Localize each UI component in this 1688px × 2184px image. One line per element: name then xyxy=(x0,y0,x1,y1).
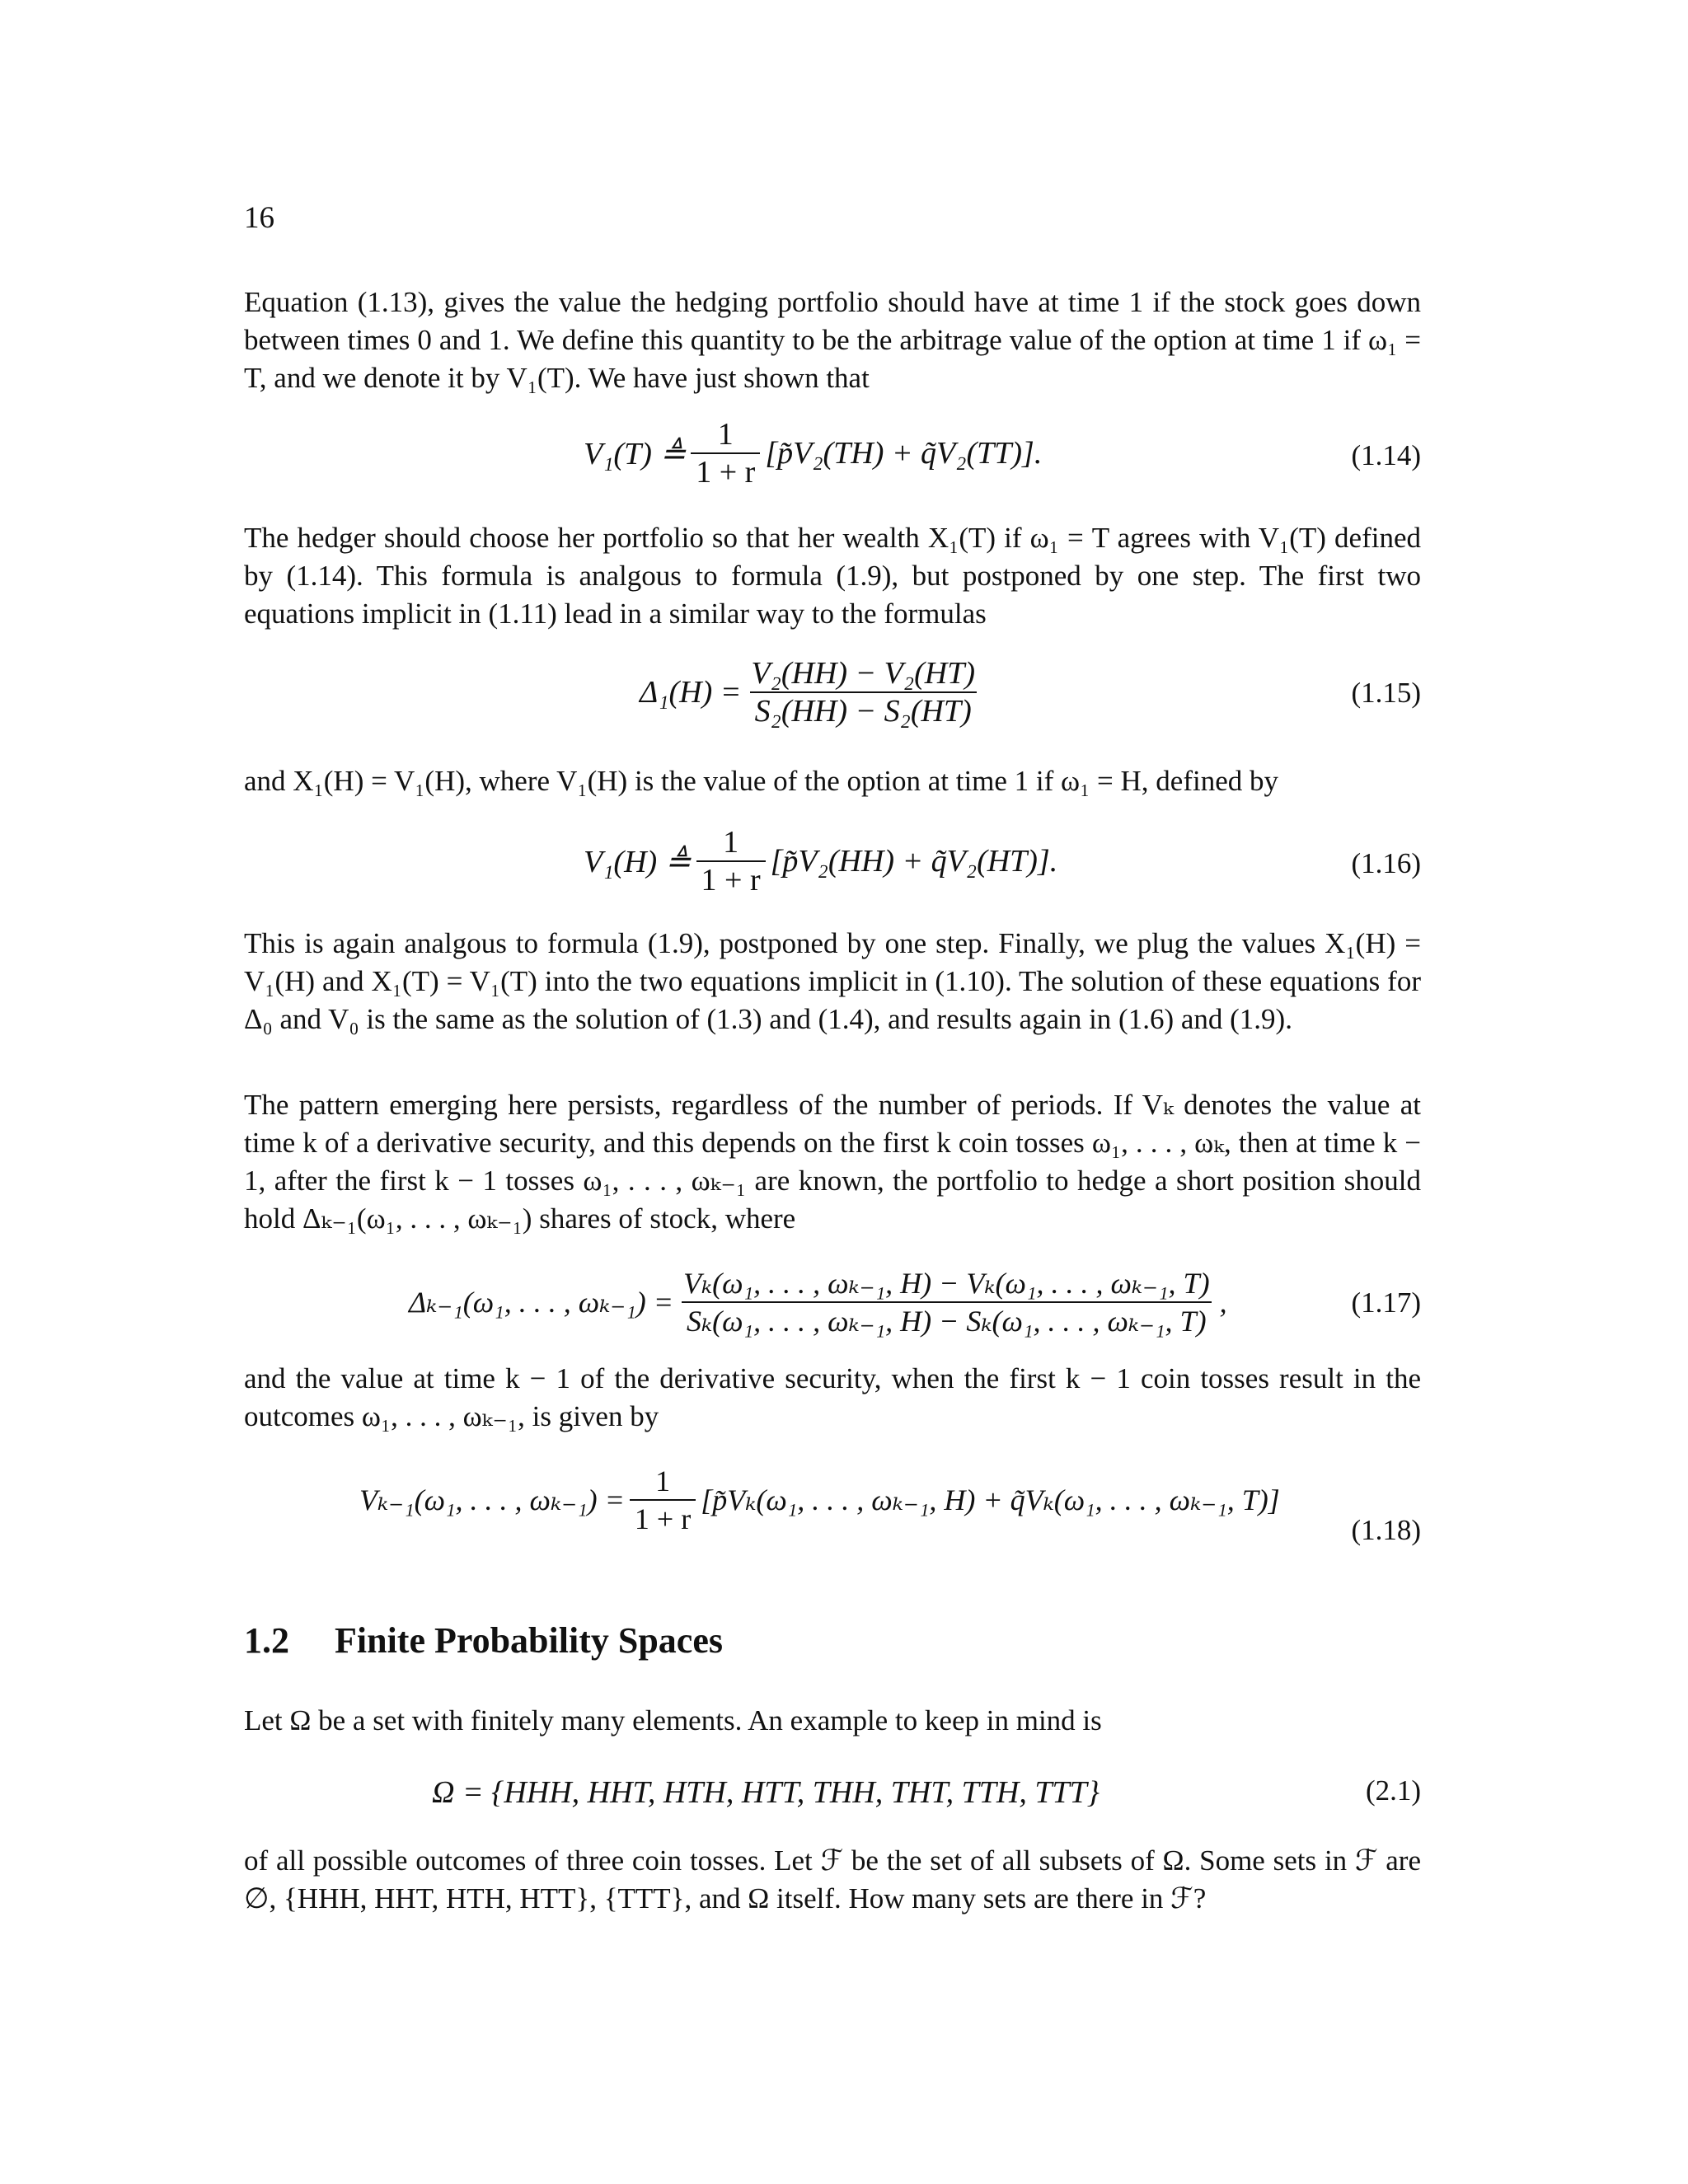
eq-numerator: Vₖ(ω₁, . . . , ωₖ₋₁, H) − Vₖ(ω₁, . . . , ωₖ₋₁, T) xyxy=(683,1267,1210,1300)
eq-fraction xyxy=(696,824,766,898)
paragraph-1-text: Equation (1.13), gives the value the hedging portfolio should have at time 1 if the stock goes down between times 0 and 1. We define this quantity to be the arbitrage value of the option at time 1 if ω₁ = T, and we denote it by V₁(T). We have just shown that xyxy=(244,286,1421,394)
equation-1-15 xyxy=(244,655,1421,754)
eq-denominator: 1 + r xyxy=(691,452,760,490)
page-number: 16 xyxy=(244,201,274,235)
equation-number: (1.16) xyxy=(1351,847,1421,879)
equation-number: (1.14) xyxy=(1351,439,1421,471)
eq-lhs: V₁(T) ≜ xyxy=(584,436,687,471)
section-number: 1.2 xyxy=(244,1620,289,1661)
eq-denominator: 1 + r xyxy=(630,1499,696,1537)
eq-denominator: 1 + r xyxy=(696,860,766,898)
section-title: Finite Probability Spaces xyxy=(335,1620,723,1661)
eq-rhs: , xyxy=(1219,1286,1227,1319)
paragraph-3 xyxy=(244,762,1421,800)
eq-lhs: Δ₁(H) = xyxy=(640,675,742,710)
equation-1-16 xyxy=(244,824,1421,923)
equation-1-17 xyxy=(244,1265,1421,1364)
paragraph-4-text: This is again analgous to formula (1.9), postponed by one step. Finally, we plug the values X₁(H) = V₁(H) and X₁(T) = V₁(T) into the two equations implicit in (1.10). The solution of these equations for Δ₀ and V₀ is the same as the solution of (1.3) and (1.4), and results again in (1.6) and (1.9). xyxy=(244,927,1421,1035)
paragraph-5-text: The pattern emerging here persists, regardless of the number of periods. If Vₖ denotes the value at time k of a derivative security, and this depends on the first k coin tosses ω₁, . . . , ωₖ, then at time k − 1, after the first k − 1 tosses ω₁, . . . , ωₖ₋₁ are known, the portfolio to hedge a short position should hold Δₖ₋₁(ω₁, . . . , ωₖ₋₁) shares of stock, where xyxy=(244,1089,1421,1235)
eq-numerator: V₂(HH) − V₂(HT) xyxy=(751,656,975,691)
eq-numerator: 1 xyxy=(655,1465,671,1497)
eq-lhs: V₁(H) ≜ xyxy=(584,844,692,879)
paragraph-8-text: of all possible outcomes of three coin tosses. Let ℱ be the set of all subsets of Ω. Some sets in ℱ are ∅, {HHH, HHT, HTH, HTT}, {TTT}, and Ω itself. How many sets are there in ℱ? xyxy=(244,1844,1421,1915)
eq-rhs: [p̃V₂(TH) + q̃V₂(TT)]. xyxy=(765,436,1043,471)
equation-number: (2.1) xyxy=(1365,1774,1421,1807)
equation-2-1 xyxy=(244,1768,1421,1817)
eq-fraction xyxy=(630,1463,696,1537)
equation-number: (1.15) xyxy=(1351,677,1421,709)
eq-set: Ω = {HHH, HHT, HTH, HTT, THH, THT, TTH, TTT} xyxy=(432,1775,1100,1810)
paragraph-1 xyxy=(244,284,1421,397)
eq-lhs: Vₖ₋₁(ω₁, . . . , ωₖ₋₁) = xyxy=(359,1483,625,1516)
eq-fraction xyxy=(746,655,980,729)
paragraph-6 xyxy=(244,1360,1421,1436)
paragraph-2 xyxy=(244,519,1421,633)
eq-lhs: Δₖ₋₁(ω₁, . . . , ωₖ₋₁) = xyxy=(409,1286,674,1319)
eq-denominator: Sₖ(ω₁, . . . , ωₖ₋₁, H) − Sₖ(ω₁, . . . , ωₖ₋₁, T) xyxy=(682,1301,1212,1339)
eq-fraction xyxy=(678,1265,1215,1339)
paragraph-7-text: Let Ω be a set with finitely many elements. An example to keep in mind is xyxy=(244,1704,1102,1736)
eq-denominator: S₂(HH) − S₂(HT) xyxy=(750,691,977,729)
equation-number: (1.17) xyxy=(1351,1286,1421,1319)
eq-fraction xyxy=(691,416,760,490)
equation-1-18 xyxy=(244,1463,1421,1586)
paragraph-7 xyxy=(244,1702,1421,1740)
eq-numerator: 1 xyxy=(723,825,739,860)
eq-rhs: [p̃Vₖ(ω₁, . . . , ωₖ₋₁, H) + q̃Vₖ(ω₁, . . . , ωₖ₋₁, T)] xyxy=(701,1483,1280,1516)
equation-number: (1.18) xyxy=(1351,1514,1421,1546)
paragraph-2-text: The hedger should choose her portfolio so that her wealth X₁(T) if ω₁ = T agrees with V₁(T) defined by (1.14). This formula is analgous to formula (1.9), but postponed by one step. The first two equations implicit in (1.11) lead in a similar way to the formulas xyxy=(244,522,1421,630)
eq-rhs: [p̃V₂(HH) + q̃V₂(HT)]. xyxy=(770,844,1058,879)
paragraph-5 xyxy=(244,1086,1421,1238)
paragraph-4 xyxy=(244,925,1421,1038)
equation-1-14 xyxy=(244,416,1421,515)
paragraph-6-text: and the value at time k − 1 of the derivative security, when the first k − 1 coin tosses result in the outcomes ω₁, . . . , ωₖ₋₁, is given by xyxy=(244,1362,1421,1432)
paragraph-8 xyxy=(244,1842,1421,1918)
eq-numerator: 1 xyxy=(717,417,734,452)
section-heading xyxy=(244,1619,723,1661)
paragraph-3-text: and X₁(H) = V₁(H), where V₁(H) is the value of the option at time 1 if ω₁ = H, defined by xyxy=(244,765,1279,797)
